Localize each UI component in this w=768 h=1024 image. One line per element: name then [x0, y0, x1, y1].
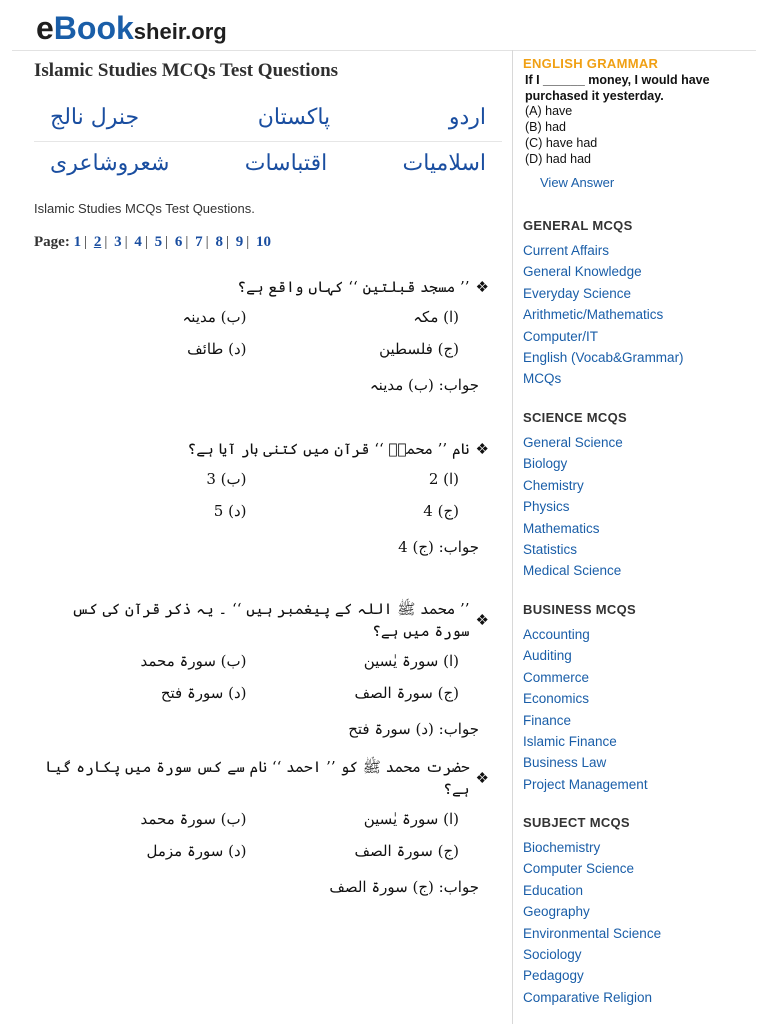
sidebar-link[interactable]: Pedagogy [523, 968, 584, 984]
pagination [34, 234, 271, 251]
site-logo[interactable] [36, 12, 227, 44]
section-general-mcqs [523, 218, 758, 390]
page-link-5[interactable]: 5 [154, 234, 163, 250]
option-b: (ب) مدینہ [182, 308, 247, 326]
section-heading: GENERAL MCQS [523, 218, 633, 233]
flower-bullet-icon: ❖ [475, 611, 489, 629]
page-link-3[interactable]: 3 [114, 234, 122, 250]
pager-bar: | [165, 234, 169, 250]
page-link-7[interactable]: 7 [195, 234, 203, 250]
pager-bar: | [185, 234, 189, 250]
grammar-option-c: (C) have had [525, 136, 598, 150]
sidebar-link[interactable]: General Science [523, 435, 623, 450]
logo-domain: sheir.org [133, 19, 227, 44]
answer-text: جواب: (ب) مدینہ [369, 376, 479, 394]
section-heading: BUSINESS MCQS [523, 602, 636, 617]
option-c: (ج) فلسطین [379, 340, 459, 358]
pager-bar: | [84, 234, 88, 250]
page-title: Islamic Studies MCQs Test Questions [34, 60, 339, 81]
sidebar-link[interactable]: Education [523, 882, 584, 898]
pagination-label: Page: [34, 234, 70, 250]
answer-text: جواب: (ج) 4 [398, 538, 479, 556]
pager-bar: | [225, 234, 229, 250]
section-science-mcqs [523, 410, 758, 582]
answer-text: جواب: (ج) سورۃ الصف [329, 878, 479, 896]
grammar-question [525, 72, 710, 104]
view-answer-link[interactable]: View Answer [540, 175, 615, 190]
option-d: (د) سورۃ مزمل [146, 842, 247, 860]
sidebar-link[interactable]: English (Vocab&Grammar) [523, 349, 684, 365]
category-poetry[interactable]: شعروشاعری [50, 151, 170, 176]
sidebar-link[interactable]: Computer Science [523, 861, 635, 877]
page-link-10[interactable]: 10 [255, 234, 271, 250]
page-link-2[interactable]: 2 [93, 234, 102, 250]
sidebar-link[interactable]: Finance [523, 712, 572, 728]
grammar-option-a: (A) have [525, 104, 573, 118]
option-b: (ب) سورۃ محمد [140, 810, 247, 828]
option-c: (ج) سورۃ الصف [354, 684, 459, 702]
category-separator [34, 141, 502, 142]
question-text: نام ’’ محمدؐ ‘‘ قرآن میں کتنی بار آیا ہے؟ [187, 440, 470, 458]
grammar-option-b: (B) had [525, 120, 566, 134]
category-quotes[interactable]: اقتباسات [244, 151, 328, 176]
intro-text: Islamic Studies MCQs Test Questions. [34, 201, 255, 216]
logo-book: Book [53, 10, 134, 46]
pager-bar: | [104, 234, 108, 250]
question-2 [34, 440, 489, 556]
sidebar-link[interactable]: Business Law [523, 755, 607, 771]
page-link-6[interactable]: 6 [174, 234, 183, 250]
category-pakistan[interactable]: پاکستان [257, 105, 331, 130]
pager-bar: | [246, 234, 250, 250]
sidebar-link[interactable]: Project Management [523, 776, 648, 792]
option-b: (ب) سورۃ محمد [140, 652, 247, 670]
flower-bullet-icon: ❖ [475, 440, 489, 458]
sidebar-link[interactable]: MCQs [523, 371, 562, 387]
sidebar-link[interactable]: Everyday Science [523, 285, 632, 301]
sidebar-divider [512, 50, 513, 1024]
sidebar-link[interactable]: Economics [523, 691, 590, 707]
page-link-4[interactable]: 4 [134, 234, 142, 250]
grammar-option-d: (D) had had [525, 152, 592, 166]
question-4 [34, 758, 489, 896]
option-c: (ج) 4 [423, 502, 459, 520]
question-text: حضرت محمد ﷺ کو ’’ احمد ‘‘ نام سے کس سورۃ میں پکارہ گیا ہے؟ [45, 758, 470, 798]
sidebar-link[interactable]: Computer/IT [523, 328, 599, 344]
logo-e: e [36, 10, 54, 46]
sidebar-link[interactable]: Environmental Science [523, 925, 662, 941]
sidebar-link[interactable]: Accounting [523, 627, 590, 642]
option-a: (ا) سورۃ یٰسین [363, 652, 459, 670]
option-a: (ا) مکہ [413, 308, 459, 326]
sidebar-link[interactable]: Chemistry [523, 477, 584, 493]
section-heading: SUBJECT MCQS [523, 815, 630, 830]
category-general-knowledge[interactable]: جنرل نالج [50, 105, 140, 130]
page-link-9[interactable]: 9 [235, 234, 244, 250]
category-urdu[interactable]: اردو [448, 105, 486, 130]
pager-bar: | [144, 234, 148, 250]
grammar-heading: ENGLISH GRAMMAR [523, 56, 659, 71]
header-divider [12, 50, 756, 51]
sidebar-link[interactable]: Islamic Finance [523, 733, 617, 749]
pager-bar: | [124, 234, 128, 250]
option-d: (د) 5 [213, 502, 247, 520]
page-link-8[interactable]: 8 [215, 234, 223, 250]
grammar-question-line-2: purchased it yesterday. [525, 89, 664, 103]
sidebar-link[interactable]: Physics [523, 499, 570, 515]
option-d: (د) طائف [187, 340, 247, 358]
sidebar-link[interactable]: Biology [523, 456, 568, 472]
question-3 [34, 600, 489, 738]
sidebar-link[interactable]: Sociology [523, 946, 582, 962]
question-text: ’’ مسجد قبلتین ‘‘ کہاں واقع ہے؟ [237, 278, 470, 296]
sidebar-link[interactable]: Auditing [523, 648, 572, 664]
answer-text: جواب: (د) سورۃ فتح [348, 720, 479, 738]
option-a: (ا) 2 [428, 470, 459, 488]
category-islamiat[interactable]: اسلامیات [402, 151, 486, 176]
section-heading: SCIENCE MCQS [523, 410, 628, 425]
sidebar-link[interactable]: Comparative Religion [523, 989, 653, 1005]
section-business-mcqs [523, 602, 758, 795]
option-b: (ب) 3 [206, 470, 247, 488]
category-nav-row-2 [34, 151, 502, 176]
option-a: (ا) سورۃ یٰسین [363, 810, 459, 828]
page-link-1[interactable]: 1 [73, 234, 82, 250]
sidebar-link[interactable]: Commerce [523, 669, 590, 685]
sidebar-link[interactable]: Mathematics [523, 520, 600, 536]
sidebar-link[interactable]: Biochemistry [523, 840, 601, 855]
section-subject-mcqs [523, 815, 758, 1008]
question-text: ’’ محمد ﷺ اللہ کے پیغمبر ہیں ‘‘ ۔ یہ ذکر قرآن کی کس سورۃ میں ہے؟ [71, 600, 470, 640]
category-nav-row-1 [34, 105, 502, 130]
sidebar-link[interactable]: Medical Science [523, 563, 622, 579]
flower-bullet-icon: ❖ [475, 278, 489, 296]
grammar-question-line-1: If I ______ money, I would have [525, 73, 710, 87]
pager-bar: | [205, 234, 209, 250]
sidebar-link[interactable]: General Knowledge [523, 264, 642, 280]
sidebar-link[interactable]: Arithmetic/Mathematics [523, 307, 664, 323]
sidebar-link[interactable]: Geography [523, 904, 590, 920]
question-1 [34, 278, 489, 394]
sidebar-link[interactable]: Statistics [523, 541, 578, 557]
flower-bullet-icon: ❖ [475, 769, 489, 787]
sidebar-link[interactable]: Current Affairs [523, 243, 610, 258]
option-d: (د) سورۃ فتح [160, 684, 247, 702]
option-c: (ج) سورۃ الصف [354, 842, 459, 860]
